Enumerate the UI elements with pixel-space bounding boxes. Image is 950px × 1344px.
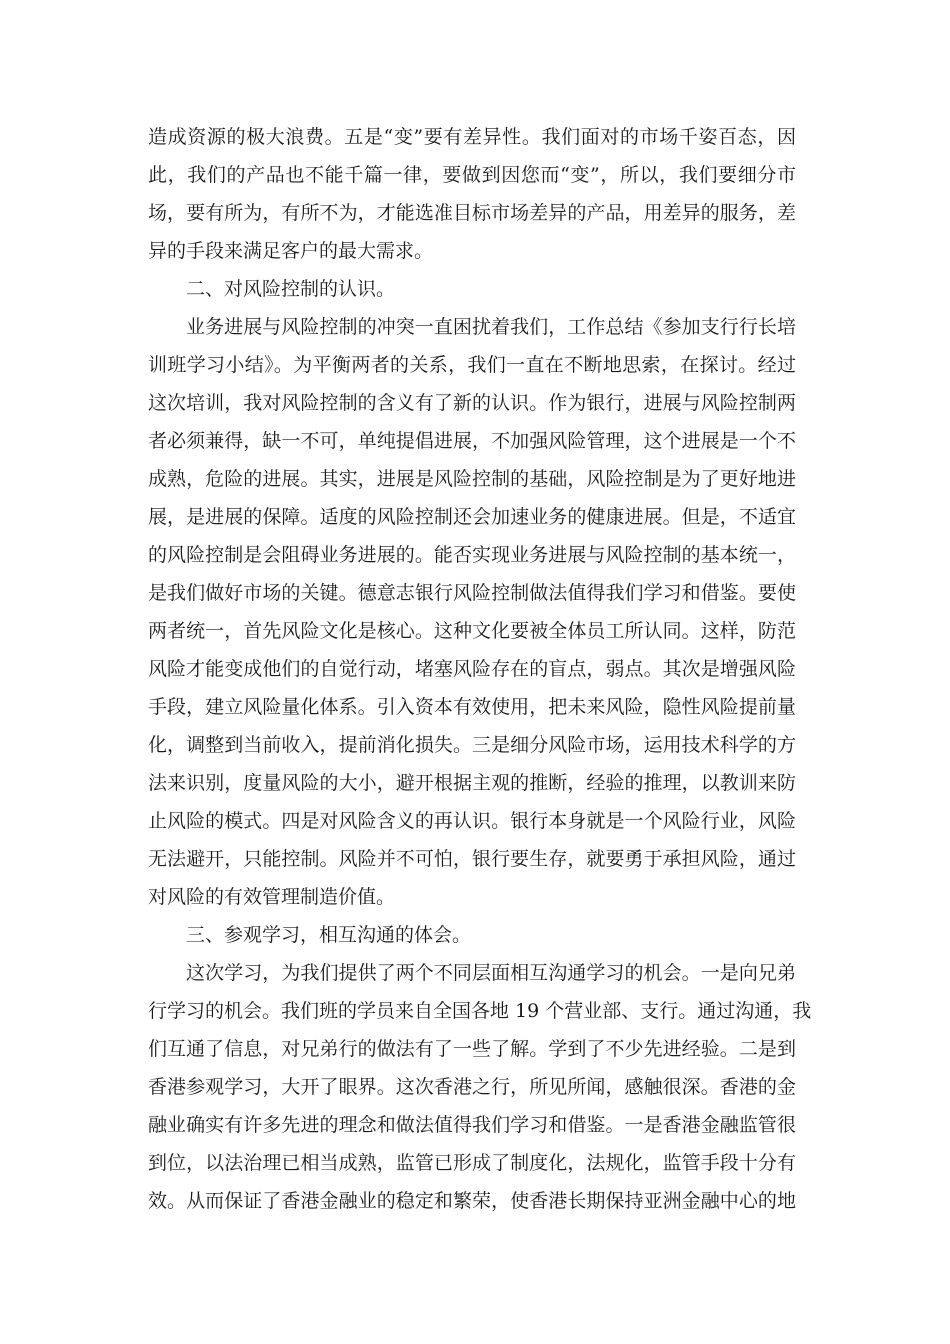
- text-line: 法来识别，度量风险的大小，避开根据主观的推断，经验的推理，以教训来防: [148, 772, 796, 794]
- text-line: 融业确实有许多先进的理念和做法值得我们学习和借鉴。一是香港金融监管很: [148, 1114, 796, 1136]
- text-line: 展，是进展的保障。适度的风险控制还会加速业务的健康进展。但是，不适宜: [148, 506, 796, 528]
- section-heading: 三、参观学习，相互沟通的体会。: [186, 924, 472, 946]
- section-heading: 二、对风险控制的认识。: [186, 278, 396, 300]
- text-line: 造成资源的极大浪费。五是“变”要有差异性。我们面对的市场千姿百态，因: [148, 126, 796, 148]
- text-line: 行学习的机会。我们班的学员来自全国各地 19 个营业部、支行。通过沟通，我: [148, 1000, 812, 1022]
- text-line: 场，要有所为，有所不为，才能选准目标市场差异的产品，用差异的服务，差: [148, 202, 796, 224]
- text-line: 止风险的模式。四是对风险含义的再认识。银行本身就是一个风险行业，风险: [148, 810, 796, 832]
- text-line: 成熟，危险的进展。其实，进展是风险控制的基础，风险控制是为了更好地进: [148, 468, 796, 490]
- text-line: 香港参观学习，大开了眼界。这次香港之行，所见所闻，感触很深。香港的金: [148, 1076, 796, 1098]
- text-line: 是我们做好市场的关键。德意志银行风险控制做法值得我们学习和借鉴。要使: [148, 582, 796, 604]
- text-line: 到位，以法治理已相当成熟，监管已形成了制度化，法规化，监管手段十分有: [148, 1152, 796, 1174]
- text-line: 此，我们的产品也不能千篇一律，要做到因您而“变”，所以，我们要细分市: [148, 164, 796, 186]
- text-line: 这次学习，为我们提供了两个不同层面相互沟通学习的机会。一是向兄弟: [186, 962, 796, 984]
- text-line: 对风险的有效管理制造价值。: [148, 886, 396, 908]
- text-line: 训班学习小结》。为平衡两者的关系，我们一直在不断地思索，在探讨。经过: [148, 354, 796, 376]
- text-line: 手段，建立风险量化体系。引入资本有效使用，把未来风险，隐性风险提前量: [148, 696, 796, 718]
- text-line: 异的手段来满足客户的最大需求。: [148, 240, 434, 262]
- text-line: 业务进展与风险控制的冲突一直困扰着我们，工作总结《参加支行行长培: [186, 316, 796, 338]
- text-line: 化，调整到当前收入，提前消化损失。三是细分风险市场，运用技术科学的方: [148, 734, 796, 756]
- text-line: 者必须兼得，缺一不可，单纯提倡进展，不加强风险管理，这个进展是一个不: [148, 430, 796, 452]
- text-line: 这次培训，我对风险控制的含义有了新的认识。作为银行，进展与风险控制两: [148, 392, 796, 414]
- text-line: 们互通了信息，对兄弟行的做法有了一些了解。学到了不少先进经验。二是到: [148, 1038, 796, 1060]
- text-line: 无法避开，只能控制。风险并不可怕，银行要生存，就要勇于承担风险，通过: [148, 848, 796, 870]
- text-line: 的风险控制是会阻碍业务进展的。能否实现业务进展与风险控制的基本统一，: [148, 544, 796, 566]
- text-line: 两者统一，首先风险文化是核心。这种文化要被全体员工所认同。这样，防范: [148, 620, 796, 642]
- text-line: 效。从而保证了香港金融业的稳定和繁荣，使香港长期保持亚洲金融中心的地: [148, 1190, 796, 1212]
- text-line: 风险才能变成他们的自觉行动，堵塞风险存在的盲点，弱点。其次是增强风险: [148, 658, 796, 680]
- body-text: [148, 118, 812, 1220]
